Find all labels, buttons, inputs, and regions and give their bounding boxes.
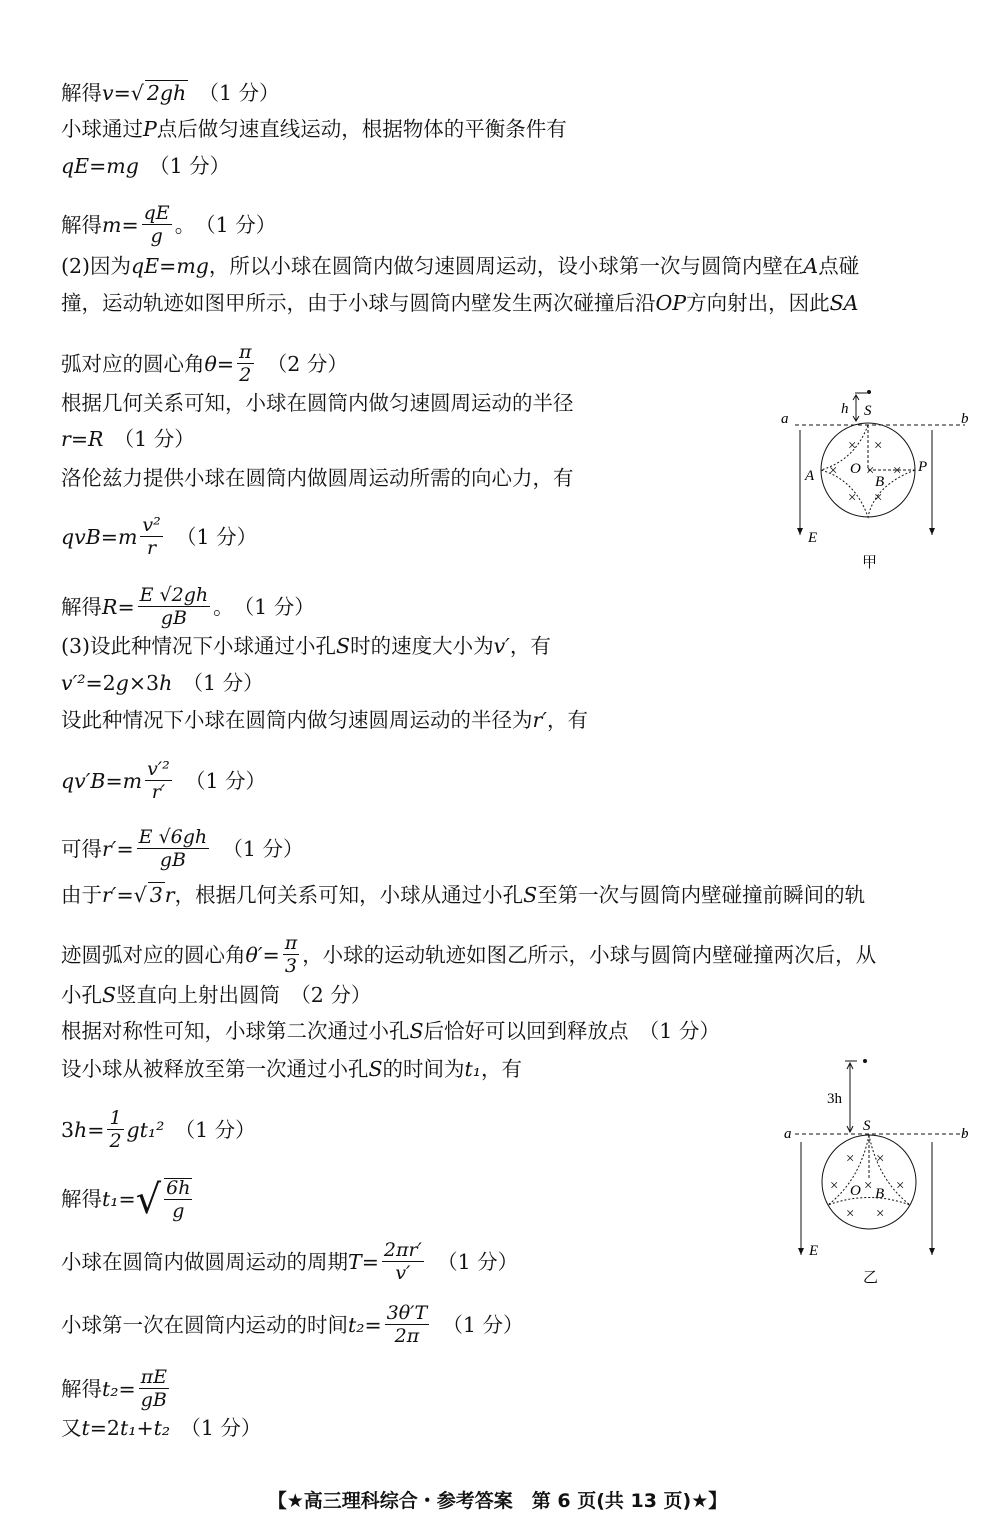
text-segment: + — [136, 1416, 154, 1440]
label-b-point: B — [875, 1186, 885, 1202]
text-segment: 解得 — [61, 1187, 102, 1212]
text-line — [61, 636, 551, 657]
label-b: b — [961, 1126, 969, 1142]
denominator: gB — [159, 849, 186, 871]
fraction — [145, 760, 172, 802]
denominator: g — [172, 1200, 185, 1222]
text-line — [61, 468, 574, 489]
text-segment: （1 分） — [103, 427, 195, 451]
denominator: gB — [140, 1389, 167, 1411]
fraction — [164, 1178, 192, 1221]
text-line — [61, 83, 280, 104]
text-segment: (3)设此种情况下小球通过小孔 — [61, 634, 337, 658]
math-symbol: t₁ — [464, 1057, 482, 1081]
numerator: 3θ′T — [386, 1302, 428, 1324]
text-segment: = — [116, 836, 134, 861]
text-segment: 后恰好可以回到释放点 （1 分） — [423, 1019, 720, 1043]
math-symbol: t₂ — [153, 1416, 171, 1440]
svg-text:×: × — [873, 490, 884, 506]
math-symbol: qE — [61, 154, 90, 178]
text-segment: = — [121, 212, 139, 237]
text-segment: 小球第一次在圆筒内运动的时间 — [61, 1312, 348, 1337]
svg-text:×: × — [875, 1206, 886, 1222]
math-symbol: qvB — [61, 524, 101, 549]
text-line — [61, 429, 195, 450]
math-symbol: T — [348, 1249, 362, 1274]
math-symbol: S — [409, 1019, 424, 1043]
denominator: 2π — [394, 1325, 420, 1347]
text-line — [61, 1368, 172, 1410]
text-segment: = — [105, 768, 123, 793]
text-segment: 可得 — [61, 836, 102, 861]
math-symbol: h — [74, 1117, 88, 1142]
math-symbol: θ′ — [245, 942, 263, 967]
text-segment: 。 （1 分） — [174, 212, 277, 237]
fraction — [139, 1368, 169, 1410]
text-segment: （1 分） — [432, 1312, 524, 1337]
text-segment: 点后做匀速直线运动，根据物体的平衡条件有 — [156, 117, 567, 141]
figure-jia — [775, 385, 980, 575]
math-symbol: v — [102, 81, 114, 105]
text-segment: （1 分） — [170, 1416, 262, 1440]
math-symbol: S — [102, 983, 117, 1007]
label-3h: 3h — [827, 1091, 842, 1107]
text-line — [61, 673, 264, 694]
text-segment: = — [113, 81, 131, 105]
svg-text:×: × — [845, 1206, 856, 1222]
math-symbol: h — [159, 671, 173, 695]
label-s: S — [864, 403, 872, 419]
label-a-point: A — [805, 468, 815, 484]
math-symbol: g — [115, 671, 129, 695]
svg-text:×: × — [892, 463, 903, 479]
numerator: π — [284, 932, 298, 954]
sqrt-expression — [136, 1178, 196, 1221]
text-segment: 时的速度大小为 — [350, 634, 494, 658]
text-segment: 解得 — [61, 594, 102, 619]
numerator: v² — [142, 514, 161, 536]
text-segment: ，有 — [546, 708, 588, 732]
text-line — [61, 343, 348, 385]
radicand: 2gh — [146, 81, 187, 105]
sqrt-sign: √ — [130, 81, 144, 105]
math-symbol: m — [117, 524, 138, 549]
radicand: 3 — [149, 883, 163, 907]
label-e: E — [808, 530, 818, 546]
svg-text:×: × — [895, 1178, 906, 1194]
numerator: π — [239, 341, 252, 363]
math-symbol: t — [81, 1416, 90, 1440]
svg-text:×: × — [847, 438, 858, 454]
denominator: r — [147, 537, 157, 559]
text-segment: = — [262, 942, 280, 967]
fraction — [142, 204, 172, 246]
text-line — [61, 1304, 523, 1346]
label-h: h — [841, 401, 849, 417]
figure-caption: 甲 — [862, 555, 878, 571]
text-segment: （1 分） — [188, 81, 280, 105]
text-line — [61, 1178, 195, 1221]
text-segment: 根据对称性可知，小球第二次通过小孔 — [61, 1019, 410, 1043]
fraction — [137, 828, 210, 870]
figure-yi — [775, 1050, 980, 1290]
denominator: gB — [160, 607, 187, 629]
text-segment: = — [117, 594, 135, 619]
text-segment: （1 分） — [212, 836, 304, 861]
math-symbol: r′ — [102, 883, 117, 907]
math-symbol: S — [336, 634, 351, 658]
math-symbol: t₁ — [102, 1187, 119, 1212]
label-a: a — [781, 411, 789, 427]
math-symbol: r′ — [532, 708, 547, 732]
label-b-point: B — [875, 474, 885, 490]
math-symbol: t₂ — [348, 1312, 365, 1337]
math-symbol: r′ — [102, 836, 117, 861]
math-symbol: r — [164, 883, 175, 907]
text-segment: = — [118, 1376, 136, 1401]
text-segment: 。 （1 分） — [213, 594, 315, 619]
text-segment: （2 分） — [256, 351, 348, 376]
fraction — [283, 934, 300, 976]
sqrt-expression — [131, 83, 188, 104]
page-footer: 【★高三理科综合・参考答案 第 6 页(共 13 页)★】 — [267, 1490, 728, 1512]
text-segment: （1 分） — [138, 154, 231, 178]
svg-text:×: × — [829, 1178, 840, 1194]
text-segment: 撞，运动轨迹如图甲所示，由于小球与圆筒内壁发生两次碰撞后沿 — [61, 291, 656, 315]
text-segment: 3 — [61, 1117, 75, 1142]
fraction — [237, 343, 254, 385]
text-segment: = — [118, 1187, 136, 1212]
math-symbol: v′² — [61, 671, 86, 695]
figure-caption: 乙 — [863, 1270, 879, 1286]
text-line — [61, 828, 303, 870]
text-segment: = — [70, 427, 88, 451]
sqrt-expression — [134, 885, 165, 906]
text-segment: = — [89, 154, 107, 178]
math-symbol: P — [143, 117, 157, 141]
text-segment: 小球在圆筒内做圆周运动的周期 — [61, 1249, 348, 1274]
text-line — [61, 256, 859, 277]
text-segment: 由于 — [61, 883, 102, 907]
svg-text:×: × — [847, 490, 858, 506]
text-segment: 点碰 — [818, 254, 860, 278]
text-line — [61, 1418, 261, 1439]
math-symbol: mg — [176, 254, 209, 278]
text-line — [61, 985, 371, 1006]
numerator: 1 — [109, 1107, 122, 1129]
text-line — [61, 934, 876, 976]
text-segment: （1 分） — [426, 1249, 519, 1274]
text-segment: ，有 — [509, 634, 551, 658]
math-symbol: qv′B — [61, 768, 106, 793]
math-symbol: OP — [655, 291, 687, 315]
denominator: 2 — [239, 364, 252, 386]
text-line — [61, 1021, 720, 1042]
math-symbol: t₁ — [119, 1416, 137, 1440]
math-symbol: R — [88, 427, 104, 451]
text-segment: ，根据几何关系可知，小球从通过小孔 — [174, 883, 524, 907]
text-segment: 洛伦兹力提供小球在圆筒内做圆周运动所需的向心力，有 — [61, 466, 574, 490]
label-o: O — [850, 1183, 861, 1199]
denominator: 2 — [109, 1130, 122, 1152]
denominator: r′ — [151, 781, 166, 803]
math-symbol: S — [523, 883, 538, 907]
text-segment: 又 — [61, 1416, 82, 1440]
numerator: 6h — [166, 1177, 191, 1199]
text-segment: 方向射出，因此 — [686, 291, 830, 315]
text-segment: = — [116, 883, 134, 907]
numerator: qE — [143, 202, 170, 224]
fraction — [107, 1109, 123, 1151]
math-symbol: S — [368, 1057, 383, 1081]
math-symbol: gt₁² — [126, 1117, 165, 1142]
text-line — [61, 586, 315, 628]
svg-text:×: × — [875, 1151, 886, 1167]
text-line — [61, 204, 276, 246]
text-line — [61, 710, 588, 731]
text-segment: 竖直向上射出圆筒 （2 分） — [116, 983, 372, 1007]
text-segment: =2 — [89, 1416, 120, 1440]
text-line — [61, 885, 865, 906]
math-symbol: m — [122, 768, 143, 793]
math-symbol: r — [61, 427, 71, 451]
svg-text:×: × — [873, 438, 884, 454]
text-segment: 迹圆弧对应的圆心角 — [61, 942, 246, 967]
denominator: v′ — [395, 1262, 411, 1284]
math-symbol: mg — [106, 154, 139, 178]
svg-text:×: × — [863, 1178, 874, 1194]
math-symbol: qE — [131, 254, 160, 278]
text-line — [61, 516, 257, 558]
math-symbol: R — [102, 594, 118, 619]
text-segment: （1 分） — [164, 1117, 256, 1142]
text-segment: 至第一次与圆筒内壁碰撞前瞬间的轨 — [537, 883, 866, 907]
text-line — [61, 119, 567, 140]
text-segment: 根据几何关系可知，小球在圆筒内做匀速圆周运动的半径 — [61, 391, 574, 415]
text-segment: （1 分） — [165, 524, 258, 549]
text-segment: = — [100, 524, 118, 549]
text-line — [61, 1241, 518, 1283]
text-segment: = — [87, 1117, 105, 1142]
sqrt-sign: √ — [133, 883, 147, 907]
fraction — [385, 1304, 430, 1346]
text-segment: 的时间为 — [382, 1057, 465, 1081]
text-segment: 设小球从被释放至第一次通过小孔 — [61, 1057, 369, 1081]
fraction — [140, 516, 162, 558]
text-segment: 小孔 — [61, 983, 102, 1007]
text-segment: = — [159, 254, 177, 278]
text-segment: 弧对应的圆心角 — [61, 351, 205, 376]
svg-text:×: × — [828, 463, 839, 479]
label-o: O — [850, 461, 861, 477]
text-segment: 小球通过 — [61, 117, 143, 141]
text-line — [61, 393, 574, 414]
math-symbol: t₂ — [102, 1376, 119, 1401]
label-s: S — [863, 1118, 871, 1134]
numerator: E √6gh — [138, 826, 208, 848]
denominator: 3 — [284, 955, 297, 977]
text-segment: 解得 — [61, 81, 102, 105]
text-line — [61, 293, 858, 314]
text-segment: ，所以小球在圆筒内做匀速圆周运动，设小球第一次与圆筒内壁在 — [208, 254, 804, 278]
fraction — [382, 1241, 424, 1283]
label-a: a — [784, 1126, 792, 1142]
math-symbol: SA — [829, 291, 859, 315]
numerator: 2πr′ — [383, 1239, 422, 1261]
math-symbol: v′ — [493, 634, 510, 658]
fraction — [138, 586, 211, 628]
text-segment: = — [361, 1249, 379, 1274]
numerator: v′² — [147, 758, 170, 780]
numerator: E √2gh — [139, 584, 209, 606]
text-segment: ，有 — [481, 1057, 523, 1081]
text-segment: ，小球的运动轨迹如图乙所示，小球与圆筒内壁碰撞两次后，从 — [302, 942, 877, 967]
text-segment: = — [216, 351, 235, 376]
text-segment: 设此种情况下小球在圆筒内做匀速圆周运动的半径为 — [61, 708, 533, 732]
text-segment: 解得 — [61, 1376, 102, 1401]
text-segment: 解得 — [61, 212, 102, 237]
text-segment: = — [364, 1312, 382, 1337]
denominator: g — [150, 225, 163, 247]
text-line — [61, 760, 266, 802]
math-symbol: m — [102, 212, 122, 237]
sqrt-sign: √ — [135, 1176, 162, 1223]
text-line — [61, 1059, 522, 1080]
text-line — [61, 156, 230, 177]
label-e: E — [809, 1243, 819, 1259]
text-line — [61, 1109, 256, 1151]
svg-text:×: × — [865, 463, 876, 479]
text-segment: =2 — [85, 671, 116, 695]
numerator: πE — [140, 1366, 168, 1388]
text-segment: （1 分） — [172, 671, 264, 695]
text-segment: ×3 — [128, 671, 160, 695]
label-b: b — [961, 411, 969, 427]
math-symbol: θ — [204, 351, 217, 376]
text-segment: （1 分） — [174, 768, 267, 793]
text-segment: (2)因为 — [61, 254, 132, 278]
label-p: P — [918, 459, 928, 475]
math-symbol: A — [803, 254, 819, 278]
svg-text:×: × — [845, 1151, 856, 1167]
